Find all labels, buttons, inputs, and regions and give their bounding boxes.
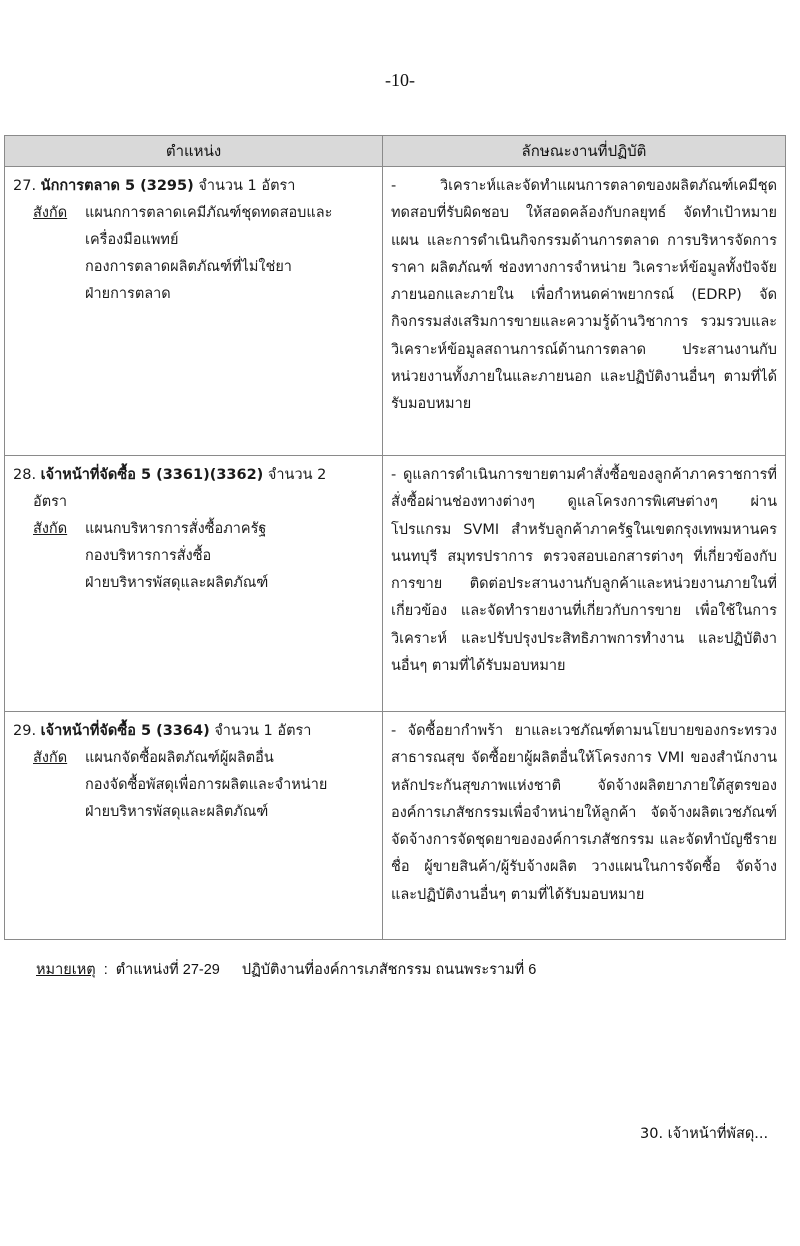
table-header-row	[5, 136, 786, 167]
position-heading	[13, 462, 376, 489]
affiliation-section-cont: เครื่องมือแพทย์	[85, 232, 179, 248]
affiliation-units	[81, 745, 327, 826]
position-cell	[5, 456, 383, 712]
affiliation-division: กองจัดซื้อพัสดุเพื่อการผลิตและจำหน่าย	[85, 777, 328, 793]
duties-cell: - ดูแลการดำเนินการขายตามคำสั่งซื้อของลูกค้าภาคราชการที่สั่งซื้อผ่านช่องทางต่างๆ ดูแลโครงการพิเศษต่างๆ ผ่านโปรแกรม SVMI สำหรับลูกค้าภาครัฐในเขตกรุงเทพมหานคร นนทบุรี สมุทรปราการ ตรวจสอบเอกสารต่างๆ ที่เกี่ยวข้องกับการขาย ติดต่อประสานงานกับลูกค้าและหน่วยงานภายในที่เกี่ยวข้อง และจัดทำรายงานที่เกี่ยวกับการขาย เพื่อใช้ในการวิเคราะห์ และปรับปรุงประสิทธิภาพการทำงาน และปฏิบัติงานอื่นๆ ตามที่ได้รับมอบหมาย	[383, 456, 786, 712]
affiliation-division: กองการตลาดผลิตภัณฑ์ที่ไม่ใช่ยา	[85, 259, 292, 275]
affiliation-department: ฝ่ายบริหารพัสดุและผลิตภัณฑ์	[85, 804, 269, 820]
position-number: 28.	[13, 467, 37, 483]
affiliation-division: กองบริหารการสั่งซื้อ	[85, 548, 212, 564]
position-number: 27.	[13, 178, 37, 194]
table-row	[5, 167, 786, 456]
affiliation-section: แผนกจัดซื้อผลิตภัณฑ์ผู้ผลิตอื่น	[85, 750, 274, 766]
affiliation-units	[81, 200, 332, 308]
affiliation-label: สังกัด	[33, 205, 68, 221]
affiliation-department: ฝ่ายการตลาด	[85, 286, 171, 302]
affiliation-label: สังกัด	[33, 750, 68, 766]
position-cell	[5, 167, 383, 456]
duties-cell: - จัดซื้อยากำพร้า ยาและเวชภัณฑ์ตามนโยบายของกระทรวงสาธารณสุข จัดซื้อยาผู้ผลิตอื่นให้โครงการ VMI ของสำนักงานหลักประกันสุขภาพแห่งชาติ จัดจ้างผลิตยาภายใต้สูตรขององค์การเภสัชกรรมเพื่อจำหน่ายให้ลูกค้า จัดจ้างผลิตเวชภัณฑ์ จัดจ้างการจัดชุดยาขององค์การเภสัชกรรม และจัดทำบัญชีรายชื่อ ผู้ขายสินค้า/ผู้รับจ้างผลิต วางแผนในการจัดซื้อ จัดจ้าง และปฏิบัติงานอื่นๆ ตามที่ได้รับมอบหมาย	[383, 712, 786, 940]
position-number: 29.	[13, 723, 37, 739]
position-count-continuation: อัตรา	[33, 494, 68, 510]
position-count: จำนวน 1 อัตรา	[198, 178, 296, 194]
affiliation	[13, 745, 376, 826]
header-position: ตำแหน่ง	[5, 136, 383, 167]
position-count: จำนวน 2	[267, 467, 327, 483]
position-title: เจ้าหน้าที่จัดซื้อ 5 (3361)(3362)	[40, 467, 264, 483]
note-positions: ตำแหน่งที่ 27-29	[115, 962, 220, 978]
position-count: จำนวน 1 อัตรา	[214, 723, 312, 739]
note-separator: :	[103, 962, 108, 978]
affiliation	[13, 200, 376, 308]
position-title: เจ้าหน้าที่จัดซื้อ 5 (3364)	[40, 723, 210, 739]
next-page-continuation: 30. เจ้าหน้าที่พัสดุ...	[640, 1126, 769, 1142]
position-heading	[13, 173, 376, 200]
affiliation-department: ฝ่ายบริหารพัสดุและผลิตภัณฑ์	[85, 575, 269, 591]
footnote	[36, 958, 536, 981]
note-label: หมายเหตุ	[36, 962, 96, 978]
header-duties: ลักษณะงานที่ปฏิบัติ	[383, 136, 786, 167]
position-title: นักการตลาด 5 (3295)	[40, 178, 194, 194]
table-row	[5, 456, 786, 712]
job-positions-table	[4, 135, 786, 940]
affiliation-section: แผนกบริหารการสั่งซื้อภาครัฐ	[85, 521, 267, 537]
affiliation	[13, 516, 376, 597]
duties-cell: - วิเคราะห์และจัดทำแผนการตลาดของผลิตภัณฑ์เคมีชุดทดสอบที่รับผิดชอบ ให้สอดคล้องกับกลยุทธ์ จัดทำเป้าหมาย แผน และการดำเนินกิจกรรมด้านการตลาด การบริหารจัดการราคา ผลิตภัณฑ์ ช่องทางการจำหน่าย วิเคราะห์ข้อมูลทั้งปัจจัยภายนอกและภายใน เพื่อกำหนดค่าพยากรณ์ (EDRP) จัดกิจกรรมส่งเสริมการขายและความรู้ด้านวิชาการ รวมรวบและวิเคราะห์ข้อมูลสถานการณ์ด้านการตลาด ประสานงานกับหน่วยงานทั้งภายในและภายนอก และปฏิบัติงานอื่นๆ ตามที่ได้รับมอบหมาย	[383, 167, 786, 456]
page-number: -10-	[385, 70, 415, 90]
position-heading	[13, 718, 376, 745]
affiliation-units	[81, 516, 268, 597]
table-row	[5, 712, 786, 940]
affiliation-label: สังกัด	[33, 521, 68, 537]
note-text: ปฏิบัติงานที่องค์การเภสัชกรรม ถนนพระรามที่ 6	[241, 962, 537, 978]
affiliation-section: แผนกการตลาดเคมีภัณฑ์ชุดทดสอบและ	[85, 205, 333, 221]
position-cell	[5, 712, 383, 940]
